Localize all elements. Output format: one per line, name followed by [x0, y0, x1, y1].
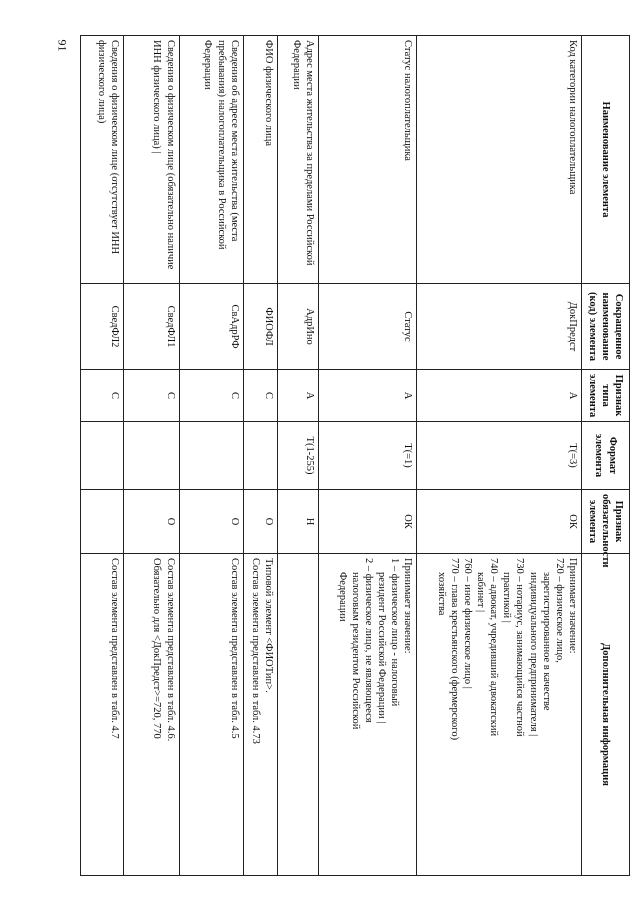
cell-format: [179, 422, 243, 490]
cell-code: Статус: [318, 284, 416, 370]
cell-format: Т(1-255): [278, 422, 319, 490]
cell-code: АдрИно: [278, 284, 319, 370]
cell-type: А: [417, 370, 582, 422]
table-header-row: [582, 36, 630, 876]
cell-code: СвАдрРФ: [179, 284, 243, 370]
cell-info: [81, 554, 124, 876]
cell-format: [243, 422, 277, 490]
cell-code: СведФЛ1: [123, 284, 179, 370]
info-line: 770 – глава крестьянского (фермерского): [448, 558, 460, 741]
info-line: 1 – физическое лицо - налоговый: [389, 558, 401, 707]
cell-code: СведФЛ2: [81, 284, 124, 370]
cell-name: Код категории налогоплательщика: [417, 36, 582, 284]
info-line: налоговым резидентом Российской: [349, 572, 361, 730]
cell-type: С: [179, 370, 243, 422]
cell-name: Статус налогоплательщика: [318, 36, 416, 284]
cell-info: [318, 554, 416, 876]
table-row: [318, 36, 416, 876]
table-row: [179, 36, 243, 876]
cell-format: [81, 422, 124, 490]
cell-type: А: [278, 370, 319, 422]
cell-required: О: [123, 490, 179, 554]
info-line: Принимает значение:: [402, 558, 414, 654]
info-line: 760 – иное физическое лицо |: [462, 558, 473, 689]
cell-name: Адрес места жительства за пределами Российской Федерации: [278, 36, 319, 284]
cell-format: Т(=1): [318, 422, 416, 490]
cell-info: [417, 554, 582, 876]
header-format: Формат элемента: [582, 422, 630, 490]
cell-required: ОК: [318, 490, 416, 554]
info-line: Обязательно для <ДокПредст>=720, 770: [151, 558, 163, 739]
page-number: 91: [55, 39, 70, 52]
cell-type: С: [123, 370, 179, 422]
header-type: Признак типа элемента: [582, 370, 630, 422]
cell-type: С: [81, 370, 124, 422]
info-line: резидент Российской Федерации |: [375, 572, 387, 724]
info-line: хозяйства: [435, 572, 447, 616]
header-name: Наименование элемента: [582, 36, 630, 284]
cell-name: Сведения о физическом лице (обязательно наличие ИНН физического лица) |: [123, 36, 179, 284]
rotated-table-area: [80, 35, 630, 875]
info-line: кабинет |: [475, 572, 487, 613]
info-line: зарегистрированное в качестве: [540, 572, 552, 711]
cell-info: [179, 554, 243, 876]
header-info: Дополнительная информация: [582, 554, 630, 876]
info-line: 720 – физическое лицо,: [553, 558, 565, 663]
info-line: индивидуального предпринимателя |: [527, 572, 539, 737]
info-line: 740 – адвокат, учредивший адвокатский: [488, 558, 500, 737]
header-code: Сокращенное наименование (код) элемента: [582, 284, 630, 370]
info-line: 730 – нотариус, занимающийся частной: [514, 558, 526, 737]
info-line: практикой |: [501, 572, 513, 623]
cell-type: А: [318, 370, 416, 422]
cell-name: Сведения об адресе места жительства (места пребывания) налогоплательщика в Российской Федерации: [179, 36, 243, 284]
elements-table: [80, 35, 630, 876]
cell-info: [278, 554, 319, 876]
info-line: Типовой элемент <ФИОТип>.: [263, 558, 274, 693]
cell-required: [81, 490, 124, 554]
info-line: Состав элемента представлен в табл. 4.7: [108, 558, 120, 739]
table-row: [278, 36, 319, 876]
cell-required: ОК: [417, 490, 582, 554]
info-line: Состав элемента представлен в табл. 4.6.: [164, 558, 176, 742]
info-line: Состав элемента представлен в табл. 4.73: [249, 558, 261, 744]
table-row: [123, 36, 179, 876]
table-row: [417, 36, 582, 876]
cell-required: О: [243, 490, 277, 554]
table-container: [80, 35, 630, 875]
header-required: Признак обязательности элемента: [582, 490, 630, 554]
cell-type: С: [243, 370, 277, 422]
cell-format: Т(=3): [417, 422, 582, 490]
cell-name: ФИО физического лица: [243, 36, 277, 284]
cell-code: ДокПредст: [417, 284, 582, 370]
info-line: Федерации: [336, 572, 348, 622]
cell-name: Сведения о физическом лице (отсутствует ИНН физического лица): [81, 36, 124, 284]
cell-required: О: [179, 490, 243, 554]
table-row: [243, 36, 277, 876]
info-line: 2 – физическое лицо, не являющееся: [362, 558, 374, 723]
info-line: Принимает значение:: [567, 558, 578, 654]
cell-format: [123, 422, 179, 490]
cell-required: Н: [278, 490, 319, 554]
cell-info: [243, 554, 277, 876]
cell-info: [123, 554, 179, 876]
info-line: Состав элемента представлен в табл. 4.5: [228, 558, 240, 739]
table-row: [81, 36, 124, 876]
cell-code: ФИОФЛ: [243, 284, 277, 370]
